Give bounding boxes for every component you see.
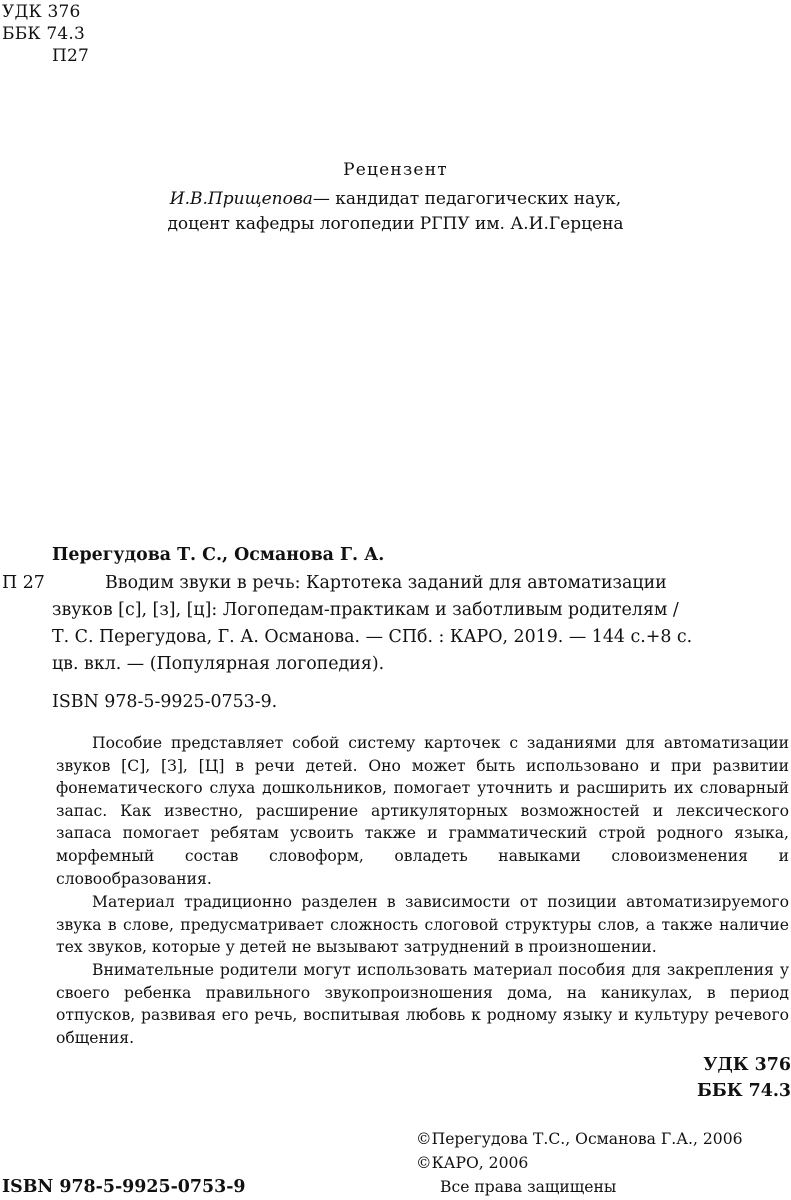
bib-mark: П 27 — [2, 573, 45, 593]
footer-bbk-code: ББК 74.3 — [697, 1081, 791, 1101]
isbn-bottom: ISBN 978-5-9925-0753-9 — [2, 1177, 246, 1197]
copyright-authors: ©Перегудова Т.С., Османова Г.А., 2006 — [416, 1130, 743, 1148]
abstract-paragraph: Материал традиционно разделен в зависимости от позиции автоматизируемого звука в слове, предусматривает сложность слоговой структуры слов, а также наличие тех звуков, которые у детей не вызывают затруднений в произношении. — [56, 893, 789, 957]
reviewer-heading: Рецензент — [343, 160, 448, 180]
bbk-code: ББК 74.3 — [2, 24, 85, 44]
bib-isbn: ISBN 978-5-9925-0753-9. — [52, 692, 278, 712]
bib-authors: Перегудова Т. С., Османова Г. А. — [52, 545, 385, 565]
author-mark: П27 — [52, 46, 90, 66]
abstract-paragraph: Пособие представляет собой систему карточек с заданиями для автоматизации звуков [С], [З], [Ц] в речи детей. Оно может быть использовано и при развитии фонематического слуха дошкольников, помогает уточнить и расширить их словарный запас. Как известно, расширение артикуляторных возможностей и лексического запаса помогает ребятам усвоить также и грамматический строй родного языка, морфемный состав словоформ, овладеть навыками словоизменения и словообразования. — [56, 734, 789, 888]
bib-line-2: звуков [с], [з], [ц]: Логопедам-практикам и заботливым родителям / — [52, 600, 679, 620]
bib-line-4: цв. вкл. — (Популярная логопедия). — [52, 654, 385, 674]
bib-line-3: Т. С. Перегудова, Г. А. Османова. — СПб. : КАРО, 2019. — 144 с.+8 с. — [52, 627, 693, 647]
reviewer-degree: — кандидат педагогических наук, — [312, 189, 622, 209]
copyright-rights: Все права защищены — [440, 1178, 617, 1196]
abstract-paragraph: Внимательные родители могут использовать материал пособия для закрепления у своего ребенка правильного звукопроизношения дома, на каникулах, в период отпусков, развивая его речь, воспитывая любовь к родному языку и культуру речевого общения. — [56, 961, 789, 1047]
reviewer-name: И.В.Прищепова — [169, 189, 313, 209]
reviewer-line-1 — [0, 189, 791, 209]
udk-code: УДК 376 — [2, 2, 81, 22]
bib-line-1: Вводим звуки в речь: Картотека заданий для автоматизации — [105, 573, 667, 593]
reviewer-position: доцент кафедры логопедии РГПУ им. А.И.Герцена — [167, 214, 624, 234]
copyright-publisher: ©КАРО, 2006 — [416, 1154, 529, 1172]
footer-udk-code: УДК 376 — [703, 1055, 791, 1075]
